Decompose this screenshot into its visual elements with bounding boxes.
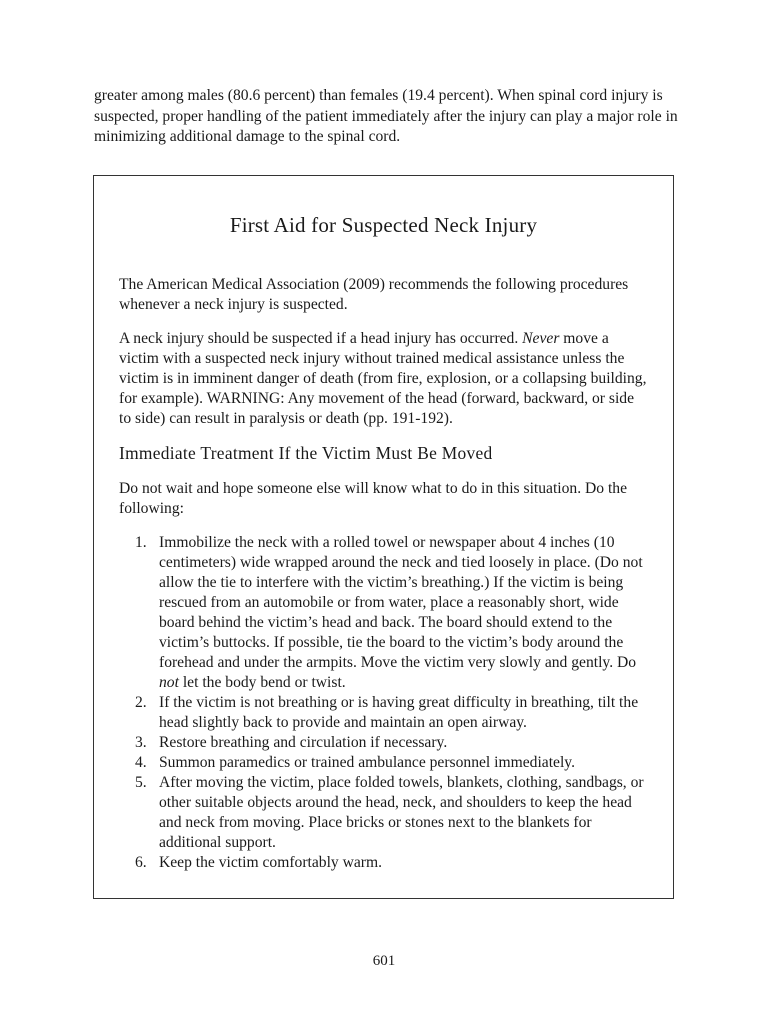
box-paragraph-3: Do not wait and hope someone else will know what to do in this situation. Do the following: [119, 480, 628, 517]
list-item-text: Restore breathing and circulation if necessary. [159, 734, 448, 751]
emphasis-not: not [159, 674, 179, 691]
intro-paragraph: greater among males (80.6 percent) than females (19.4 percent). When spinal cord injury is suspected, proper handling of the patient immediately after the injury can play a major role in minimizing additional damage to the spinal cord. [94, 87, 678, 145]
box-paragraph-1: The American Medical Association (2009) recommends the following procedures whenever a neck injury is suspected. [119, 276, 629, 313]
list-item [119, 753, 649, 773]
emphasis-never: Never [522, 330, 560, 347]
section-subheading: Immediate Treatment If the Victim Must Be Moved [119, 443, 493, 463]
list-item-number: 2. [135, 694, 147, 711]
paragraph-2-text-end: move a victim with a suspected neck injury without trained medical assistance unless the victim is in imminent danger of death (from fire, explosion, or a collapsing building, for example). WARNING: Any movement of the head (forward, backward, or side to side) can result in paralysis or death (pp. 191-192). [119, 330, 647, 427]
list-item-text: After moving the victim, place folded towels, blankets, clothing, sandbags, or other suitable objects around the head, neck, and shoulders to keep the head and neck from moving. Place bricks or stones next to the blankets for additional support. [159, 774, 644, 851]
list-item-text: Summon paramedics or trained ambulance personnel immediately. [159, 754, 575, 771]
list-item [119, 693, 649, 733]
box-title: First Aid for Suspected Neck Injury [229, 213, 538, 237]
box-body [119, 275, 649, 873]
list-item-number: 3. [135, 734, 147, 751]
list-item-text: If the victim is not breathing or is having great difficulty in breathing, tilt the head slightly back to provide and maintain an open airway. [159, 694, 639, 731]
list-item [119, 853, 649, 873]
page-number: 601 [372, 953, 396, 969]
box-paragraph-2 [119, 329, 649, 429]
list-item-number: 5. [135, 774, 147, 791]
list-item [119, 773, 649, 853]
list-item [119, 533, 649, 693]
list-item [119, 733, 649, 753]
treatment-steps-list [119, 533, 649, 873]
list-item-number: 1. [135, 534, 147, 551]
list-item-text: Keep the victim comfortably warm. [159, 854, 383, 871]
paragraph-2-text-start: A neck injury should be suspected if a head injury has occurred. [119, 330, 523, 347]
list-item-number: 4. [135, 754, 147, 771]
first-aid-sidebar-box [93, 175, 674, 899]
list-item-number: 6. [135, 854, 147, 871]
list-item-text-end: let the body bend or twist. [178, 674, 346, 691]
list-item-text-start: Immobilize the neck with a rolled towel or newspaper about 4 inches (10 centimeters) wide wrapped around the neck and tied loosely in place. (Do not allow the tie to interfere with the victim’s breathing.) If the victim is being rescued from an automobile or from water, place a reasonably short, wide board behind the victim’s head and back. The board should extend to the victim’s buttocks. If possible, tie the board to the victim’s body around the forehead and under the armpits. Move the victim very slowly and gently. Do [159, 534, 643, 671]
